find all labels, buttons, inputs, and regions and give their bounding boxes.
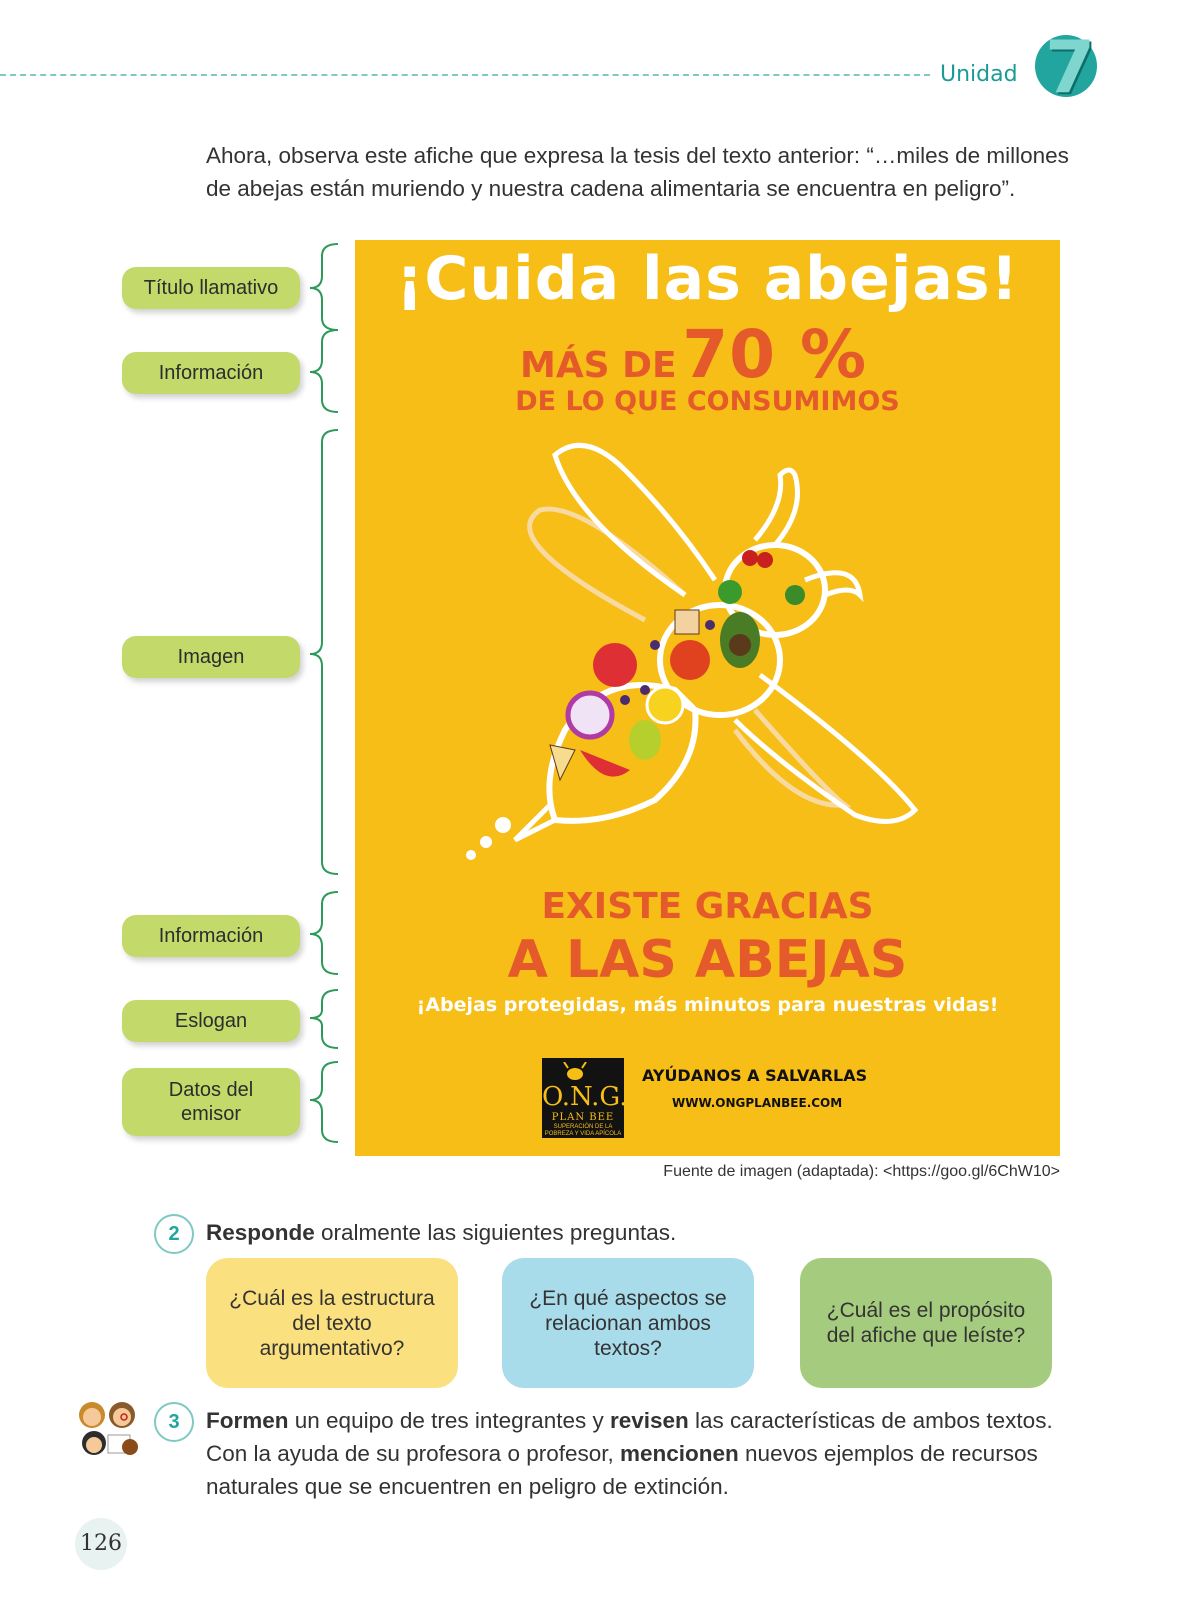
image-source: Fuente de imagen (adaptada): <https://goo.gl/6ChW10> (663, 1163, 1060, 1180)
question-bubble-1: ¿Cuál es la estructura del texto argumentativo? (206, 1258, 458, 1388)
unit-number: 7 (1044, 25, 1096, 109)
cherry-icon-2 (757, 552, 773, 568)
bee-back-wing-left (530, 509, 685, 620)
bracket-imagen (310, 430, 338, 874)
activity-3-instruction (206, 1404, 1071, 1503)
pear-icon (629, 720, 661, 760)
activity-2-bold: Responde (206, 1220, 315, 1245)
label-informacion-1: Información (122, 352, 300, 394)
poster-ayudanos: AYÚDANOS A SALVARLAS (642, 1066, 868, 1085)
logo-plan-bee-text: PLAN BEE (551, 1112, 615, 1123)
watermelon-icon (580, 750, 630, 777)
avocado-seed-icon (729, 634, 751, 656)
activity-3-number: 3 (154, 1402, 194, 1442)
bee-antenna-1 (755, 470, 798, 545)
apple-icon-2 (593, 643, 637, 687)
poster-mas-de: MÁS DE (520, 345, 677, 386)
apple-icon (670, 640, 710, 680)
activity-2-number: 2 (154, 1214, 194, 1254)
bracket-informacion-2 (310, 892, 338, 974)
logo-subtitle: SUPERACIÓN DE LA POBREZA Y VIDA APÍCOLA (544, 1124, 622, 1137)
bee-antenna-2 (805, 573, 860, 595)
berry-icon-4 (705, 620, 715, 630)
activity-3-text-2: las características de ambos textos. Con la ayuda de su profesora o profesor, (206, 1408, 1053, 1466)
label-eslogan: Eslogan (122, 1000, 300, 1042)
logo-ong-text: O.N.G. (542, 1082, 628, 1112)
activity-2-text: oralmente las siguientes preguntas. (314, 1220, 677, 1245)
poster-info-percent (520, 316, 867, 393)
poster-title: ¡Cuida las abejas! (396, 244, 1019, 314)
activity-3-text-1: un equipo de tres integrantes y (288, 1408, 610, 1433)
label-brackets (300, 240, 345, 1160)
intro-paragraph: Ahora, observa este afiche que expresa la tesis del texto anterior: “…miles de millones de abejas están muriendo y nuestra cadena alimentaria se encuentra en peligro”. (206, 143, 1069, 201)
bracket-titulo (310, 244, 338, 330)
activity-3-bold-1: Formen (206, 1408, 289, 1433)
lemon-icon (647, 687, 683, 723)
thought-dot-1 (495, 817, 511, 833)
poster-existe-gracias: EXISTE GRACIAS (541, 886, 874, 927)
label-titulo: Título llamativo (122, 267, 300, 309)
activity-3-bold-3: mencionen (620, 1441, 739, 1466)
group-work-icon (72, 1397, 142, 1461)
bee-illustration (355, 430, 1060, 890)
berry-icon-3 (640, 685, 650, 695)
bracket-emisor (310, 1062, 338, 1142)
activity-3-text-3: nuevos ejemplos de recursos naturales que se encuentren en peligro de extinción. (206, 1441, 1038, 1499)
label-imagen: Imagen (122, 636, 300, 678)
question-bubble-2: ¿En qué aspectos se relacionan ambos textos? (502, 1258, 754, 1388)
page-number: 126 (75, 1518, 127, 1570)
berry-icon-2 (620, 695, 630, 705)
bee-wing-top (555, 445, 715, 595)
activity-3-bold-2: revisen (609, 1408, 689, 1433)
thought-dot-3 (466, 850, 476, 860)
unit-label: Unidad (940, 62, 1018, 87)
broccoli-icon (785, 585, 805, 605)
poster-website: WWW.ONGPLANBEE.COM (672, 1096, 843, 1110)
onion-icon (568, 693, 612, 737)
berry-icon (650, 640, 660, 650)
drink-box-icon (675, 610, 699, 634)
poster-consumimos: DE LO QUE CONSUMIMOS (515, 386, 900, 417)
bee-back-wing-right (735, 710, 845, 805)
poster-slogan: ¡Abejas protegidas, más minutos para nuestras vidas! (416, 994, 999, 1016)
label-informacion-2: Información (122, 915, 300, 957)
bracket-eslogan (310, 990, 338, 1048)
question-bubble-3: ¿Cuál es el propósito del afiche que leíste? (800, 1258, 1052, 1388)
bracket-informacion-1 (310, 330, 338, 412)
cherry-icon (742, 550, 758, 566)
lime-icon (718, 580, 742, 604)
bee-logo-icon (560, 1062, 590, 1084)
thought-dot-2 (480, 836, 492, 848)
poster-a-las-abejas: A LAS ABEJAS (507, 930, 908, 990)
poster-70-percent: 70 % (682, 316, 868, 393)
header-dashed-line (0, 74, 930, 76)
activity-2-instruction (206, 1216, 676, 1249)
label-datos-emisor: Datos del emisor (122, 1068, 300, 1136)
